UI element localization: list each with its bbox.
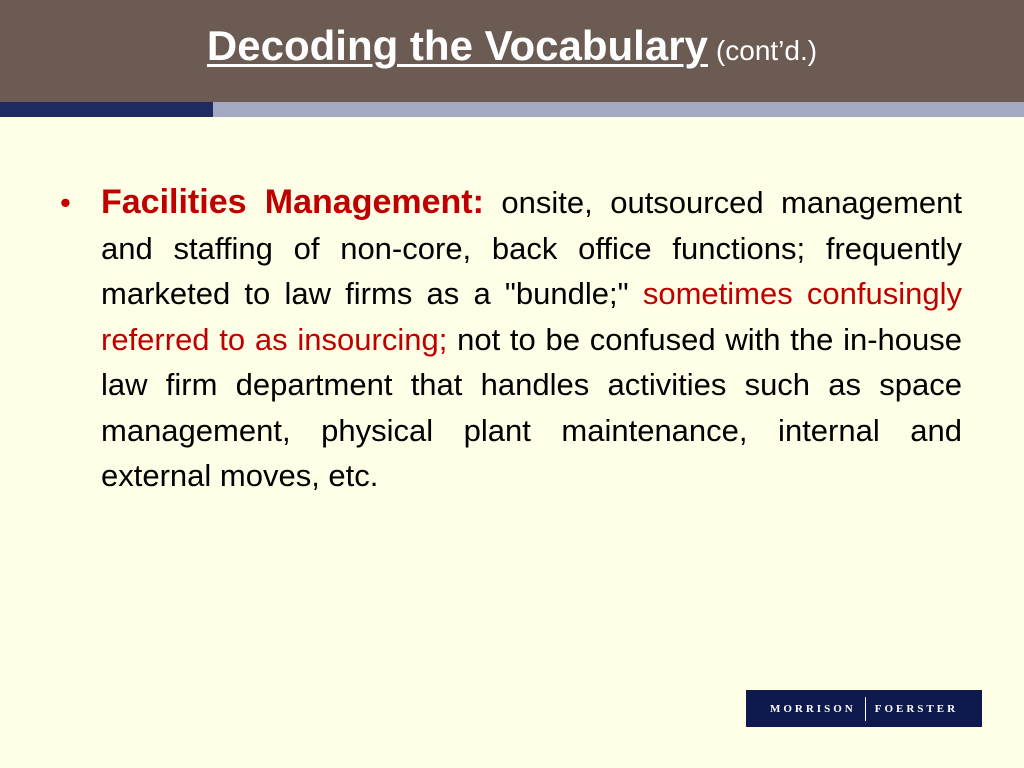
morrison-foerster-logo (746, 690, 982, 727)
accent-stripe-light (213, 102, 1024, 117)
bullet-text-after: not to be confused with the in-house law firm department that handles activities such as space management, physical plant maintenance, internal and external moves, etc. (101, 321, 962, 493)
title-subtitle: (cont’d.) (715, 35, 818, 66)
logo-left-text: MORRISON (769, 702, 856, 715)
bullet-term: Facilities Management: (101, 183, 484, 221)
bullet-icon: • (60, 185, 71, 220)
slide-title (0, 22, 1024, 70)
accent-stripe-dark (0, 102, 213, 117)
logo-right-text: FOERSTER (874, 702, 959, 715)
header-bar (0, 0, 1024, 102)
logo-divider (865, 697, 866, 721)
slide-content (60, 180, 962, 499)
title-main: Decoding the Vocabulary (206, 22, 708, 69)
bullet-item (60, 180, 962, 499)
bullet-highlight: sometimes confusingly referred to as insourcing; (101, 276, 962, 357)
bullet-text-before: onsite, outsourced management and staffing of non-core, back office functions; frequently marketed to law firms as a "bundle;" (101, 185, 962, 311)
